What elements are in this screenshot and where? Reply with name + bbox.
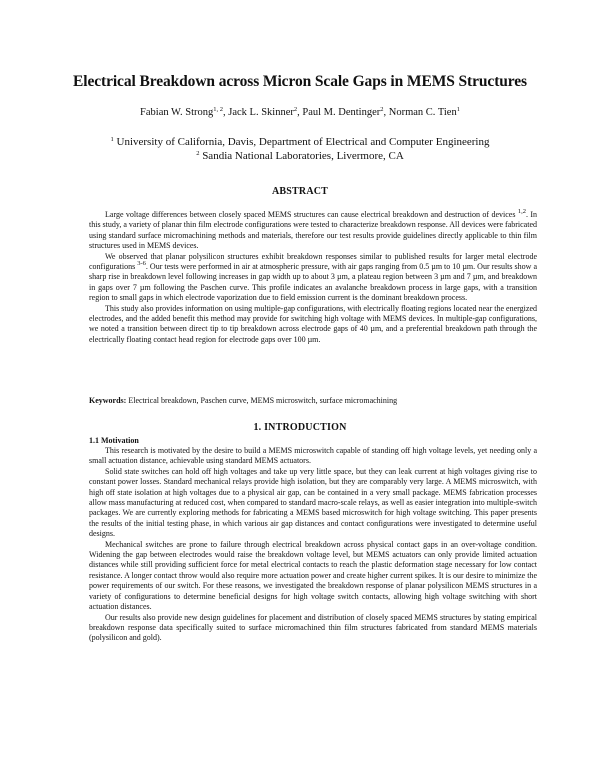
- citation-marker: 1,2: [517, 208, 526, 215]
- author-name: Norman C. Tien: [388, 107, 457, 118]
- paper-title: Electrical Breakdown across Micron Scale Gaps in MEMS Structures: [73, 73, 527, 90]
- keywords-label: Keywords:: [89, 396, 127, 405]
- abstract-paragraph: Large voltage differences between closely spaced MEMS structures can cause electrical breakdown and destruction of devices $^{1,2}$. In this study, a variety of planar thin film electrode configurations were tested to characterize breakdown response. All devices were fabricated using standard surface micromachining methods and materials, therefore our test results provide guidelines directly applicable to thin film structures used in MEMS devices.: [89, 208, 538, 251]
- author-affiliation-marker: 2: [380, 106, 384, 113]
- affiliation: [0, 150, 600, 162]
- motivation-subheading: 1.1 Motivation: [89, 436, 139, 445]
- keywords-text: Electrical breakdown, Paschen curve, MEMS microswitch, surface micromachining: [126, 396, 398, 405]
- author-list: Fabian W. Strong$^{1, 2}$, Jack L. Skinner$^2$, Paul M. Dentinger$^2$, Norman C. Tien$^1$: [140, 106, 460, 118]
- author-affiliation-marker: 1, 2: [213, 106, 223, 113]
- body-paragraph: Our results also provide new design guidelines for placement and distribution of closely spaced MEMS structures by stating empirical breakdown response data specifically suited to surface micromachined thin film structures fabricated from standard MEMS materials (polysilicon and gold).: [89, 612, 537, 643]
- affiliation-text: University of California, Davis, Department of Electrical and Computer Engineering: [116, 136, 490, 148]
- author-affiliation-marker: 1: [456, 106, 460, 113]
- author-name: Paul M. Dentinger: [302, 107, 381, 118]
- introduction-body: [89, 446, 537, 644]
- body-paragraph: Mechanical switches are prone to failure through electrical breakdown across physical contact gaps in an over-voltage condition. Widening the gap between electrodes would raise the breakdown voltage level, but MEMS actuators can only provide limited actuation distances while still providing sufficient force for metal electrical contacts to reach the plastic deformation stage necessary for low contact resistance. A longer contact throw would also require more actuation power and create higher current spikes. It is our desire to minimize the power requirements of our switch. For these reasons, we investigated the breakdown response of planar polysilicon MEMS structures in a variety of configurations to determine beneficial designs for high voltage switch contacts, allowing high voltage switching with short actuation distances.: [89, 539, 537, 612]
- abstract-body: [89, 210, 537, 345]
- citation-marker: 3-6: [137, 260, 146, 268]
- affiliation-text: Sandia National Laboratories, Livermore, CA: [202, 150, 404, 162]
- abstract-paragraph: We observed that planar polysilicon structures exhibit breakdown responses similar to published results for larger metal electrode configurations $^{3-6}$. Our tests were performed in air at atmospheric pressure, with air gaps ranging from 0.5 µm to 10 µm. Our results show a sharp rise in breakdown level following increases in gap width up to about 3 µm, a plateau region between 3 µm and 7 µm, and breakdown in gaps over 7 µm following the Paschen curve. This profile indicates an avalanche breakdown process in large gaps, with a transition region to small gaps in which electrode vaporization due to field emission current is the dominant breakdown process.: [89, 251, 537, 303]
- body-paragraph: Solid state switches can hold off high voltages and take up very little space, but they can leak current at high voltages giving rise to constant power losses. Standard mechanical relays provide high isolation, but they are comparably very large. A MEMS microswitch, with high off state isolation at high voltages due to a physical air gap, can be contained in a very small package. MEMS fabrication processes allow mass manufacturing at reduced cost, when compared to standard macro-scale relays, as well as easier integration into multiple-switch packages. We are currently exploring methods for fabricating a MEMS based microswitch for high voltage switching. This paper presents the results of the initial testing phase, in which various air gap distances and contact configurations were investigated to determine useful designs.: [89, 466, 537, 539]
- abstract-heading: ABSTRACT: [271, 186, 329, 197]
- affiliation: [0, 136, 600, 148]
- affiliation-marker: 2: [196, 150, 200, 157]
- author-name: Jack L. Skinner: [228, 107, 294, 118]
- author-name: Fabian W. Strong: [140, 107, 214, 118]
- body-paragraph: This research is motivated by the desire to build a MEMS microswitch capable of standing off high voltage levels, yet needing only a small actuation distance, achievable using standard MEMS actuators.: [89, 446, 537, 466]
- keywords-line: [89, 396, 537, 406]
- introduction-heading: 1. INTRODUCTION: [253, 422, 347, 433]
- author-affiliation-marker: 2: [293, 106, 298, 113]
- affiliation-marker: 1: [110, 136, 114, 143]
- abstract-paragraph: This study also provides information on using multiple-gap configurations, with electrically floating regions located near the energized electrodes, and the added benefit this method may provide for switching high voltage with MEMS devices. In multiple-gap configurations, we noted a transition between direct tip to tip breakdown across electrode gaps of 40 µm, and a preferential breakdown path through the electrically floating contact head region for electrode gaps over 100 µm.: [89, 303, 537, 344]
